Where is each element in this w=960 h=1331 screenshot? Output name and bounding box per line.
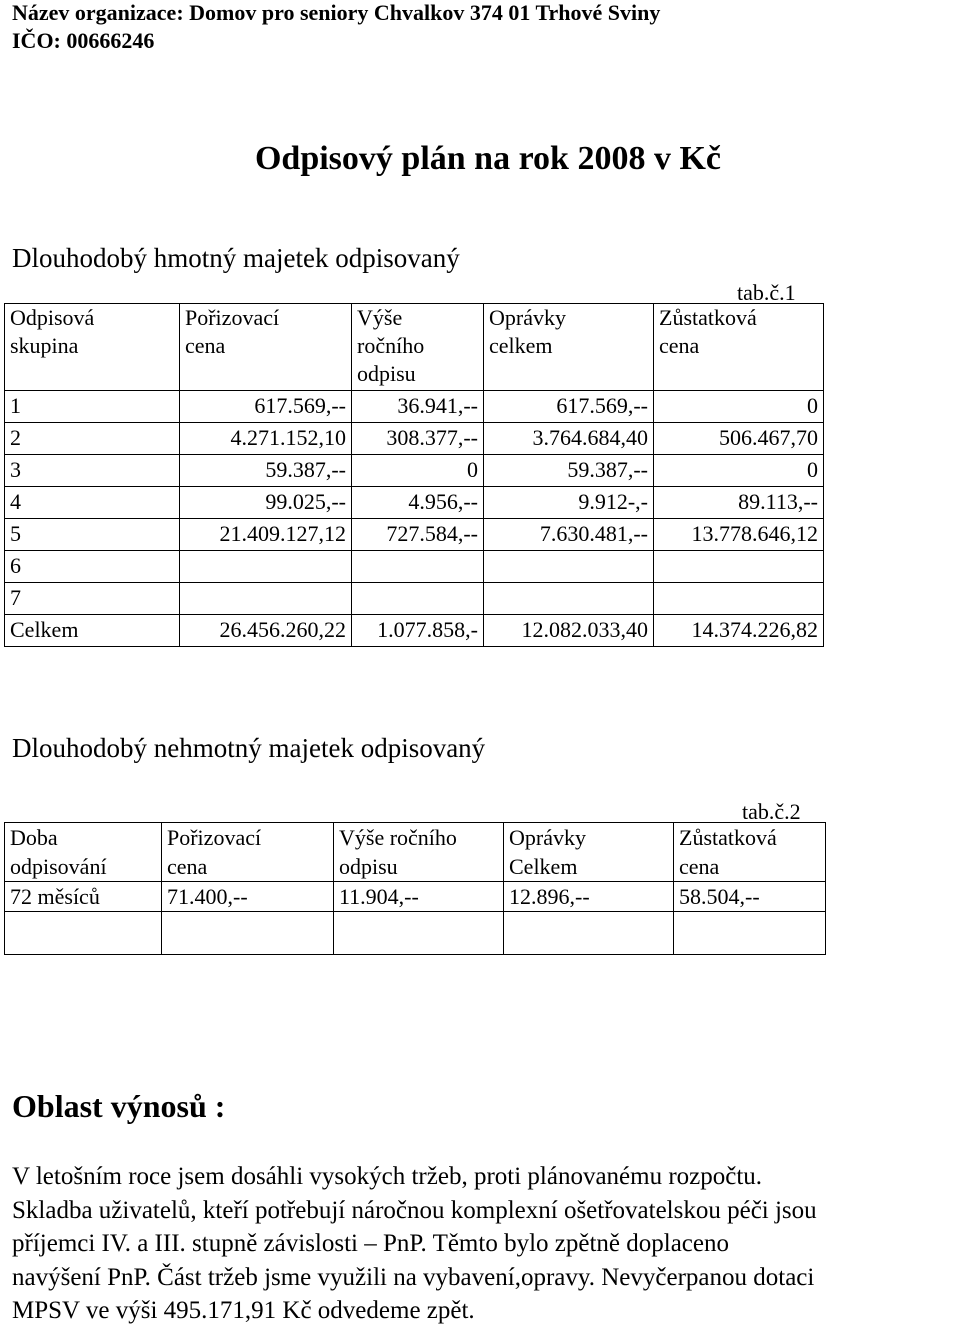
table-cell: 6	[5, 551, 180, 583]
table-cell: 59.387,--	[484, 455, 654, 487]
table-cell: 506.467,70	[654, 423, 824, 455]
header-line: odpisování	[10, 854, 107, 879]
table-cell	[484, 583, 654, 615]
table-row	[5, 423, 824, 455]
header-line: cena	[185, 333, 226, 358]
table-cell: 617.569,--	[180, 391, 352, 423]
paragraph-line: V letošním roce jsem dosáhli vysokých tržeb, proti plánovanému rozpočtu.	[12, 1163, 763, 1190]
table-cell	[654, 583, 824, 615]
table-cell: 26.456.260,22	[180, 615, 352, 647]
table-cell: 72 měsíců	[5, 882, 162, 912]
header-cell	[334, 823, 504, 882]
organization-name: Název organizace: Domov pro seniory Chvalkov 374 01 Trhové Sviny	[12, 0, 661, 25]
header-line: Odpisová	[10, 305, 95, 330]
table-cell: 1.077.858,-	[352, 615, 484, 647]
page-title: Odpisový plán na rok 2008 v Kč	[254, 140, 722, 177]
table-cell: 4.271.152,10	[180, 423, 352, 455]
table-total-row	[5, 615, 824, 647]
table-cell: 3.764.684,40	[484, 423, 654, 455]
table-cell: 0	[352, 455, 484, 487]
table-cell: 4.956,--	[352, 487, 484, 519]
header-line: Oprávky	[509, 825, 586, 850]
table-cell: 36.941,--	[352, 391, 484, 423]
paragraph-line: příjemci IV. a III. stupně závislosti – PnP. Těmto bylo zpětně doplaceno	[12, 1230, 729, 1257]
table-cell: 13.778.646,12	[654, 519, 824, 551]
header-line: Celkem	[509, 854, 578, 879]
table-header-row	[5, 304, 824, 391]
table-row	[5, 487, 824, 519]
header-cell	[674, 823, 826, 882]
table-cell: 2	[5, 423, 180, 455]
header-line: cena	[167, 854, 208, 879]
table-cell: 617.569,--	[484, 391, 654, 423]
header-cell	[484, 304, 654, 391]
table-cell: 58.504,--	[674, 882, 826, 912]
table-cell: 1	[5, 391, 180, 423]
table-cell: 71.400,--	[162, 882, 334, 912]
header-line: Oprávky	[489, 305, 566, 330]
header-cell	[504, 823, 674, 882]
table-cell	[654, 551, 824, 583]
header-cell	[5, 823, 162, 882]
table-cell: 3	[5, 455, 180, 487]
header-line: celkem	[489, 333, 553, 358]
table-cell	[504, 912, 674, 955]
table-row	[5, 882, 826, 912]
header-line: Zůstatková	[679, 825, 777, 850]
header-line: Pořizovací	[185, 305, 280, 330]
paragraph-line: Skladba uživatelů, kteří potřebují náročnou komplexní ošetřovatelskou péči jsou	[12, 1196, 817, 1224]
revenue-section-heading: Oblast výnosů :	[12, 1088, 226, 1124]
table-cell	[352, 551, 484, 583]
table-cell	[162, 912, 334, 955]
header-line: Výše	[357, 305, 403, 330]
table-cell: 4	[5, 487, 180, 519]
header-line: odpisu	[357, 361, 416, 386]
header-cell	[180, 304, 352, 391]
table-cell: 99.025,--	[180, 487, 352, 519]
table-row	[5, 583, 824, 615]
revenue-paragraph	[12, 1160, 960, 1328]
table-cell: 12.896,--	[504, 882, 674, 912]
header-line: Zůstatková	[659, 305, 757, 330]
table-cell	[352, 583, 484, 615]
table-cell: 21.409.127,12	[180, 519, 352, 551]
table-row	[5, 551, 824, 583]
tangible-assets-table	[4, 303, 824, 647]
table-cell: 5	[5, 519, 180, 551]
header-cell	[654, 304, 824, 391]
table-row	[5, 912, 826, 955]
table-cell: 59.387,--	[180, 455, 352, 487]
table-cell: 7	[5, 583, 180, 615]
table-cell: 89.113,--	[654, 487, 824, 519]
header-cell	[5, 304, 180, 391]
table-row	[5, 391, 824, 423]
header-cell	[352, 304, 484, 391]
table-cell: Celkem	[5, 615, 180, 647]
table-header-row	[5, 823, 826, 882]
table-cell	[5, 912, 162, 955]
table-cell: 727.584,--	[352, 519, 484, 551]
header-line: cena	[679, 854, 720, 879]
table-row	[5, 455, 824, 487]
table-1-reference: tab.č.1	[737, 280, 796, 305]
header-cell	[162, 823, 334, 882]
table-cell: 14.374.226,82	[654, 615, 824, 647]
table-cell: 0	[654, 455, 824, 487]
header-line: skupina	[10, 333, 79, 358]
header-line: Pořizovací	[167, 825, 262, 850]
table-cell	[180, 551, 352, 583]
header-line: Výše ročního	[339, 825, 457, 850]
table-cell: 0	[654, 391, 824, 423]
table-cell: 308.377,--	[352, 423, 484, 455]
table-cell	[484, 551, 654, 583]
organization-ico: IČO: 00666246	[12, 28, 155, 53]
header-line: ročního	[357, 333, 425, 358]
header-line: odpisu	[339, 854, 398, 879]
table-row	[5, 519, 824, 551]
table-cell	[180, 583, 352, 615]
intangible-assets-table	[4, 822, 826, 955]
table-2-reference: tab.č.2	[742, 799, 801, 824]
section-tangible-assets-heading: Dlouhodobý hmotný majetek odpisovaný	[12, 243, 460, 273]
table-cell	[334, 912, 504, 955]
header-line: cena	[659, 333, 700, 358]
paragraph-line: navýšení PnP. Část tržeb jsme využili na vybavení,opravy. Nevyčerpanou dotaci	[12, 1263, 815, 1291]
table-cell: 11.904,--	[334, 882, 504, 912]
table-cell: 7.630.481,--	[484, 519, 654, 551]
paragraph-line: MPSV ve výši 495.171,91 Kč odvedeme zpět.	[12, 1297, 475, 1324]
section-intangible-assets-heading: Dlouhodobý nehmotný majetek odpisovaný	[12, 733, 486, 763]
table-cell: 12.082.033,40	[484, 615, 654, 647]
table-cell: 9.912-,-	[484, 487, 654, 519]
table-cell	[674, 912, 826, 955]
header-line: Doba	[10, 825, 58, 850]
